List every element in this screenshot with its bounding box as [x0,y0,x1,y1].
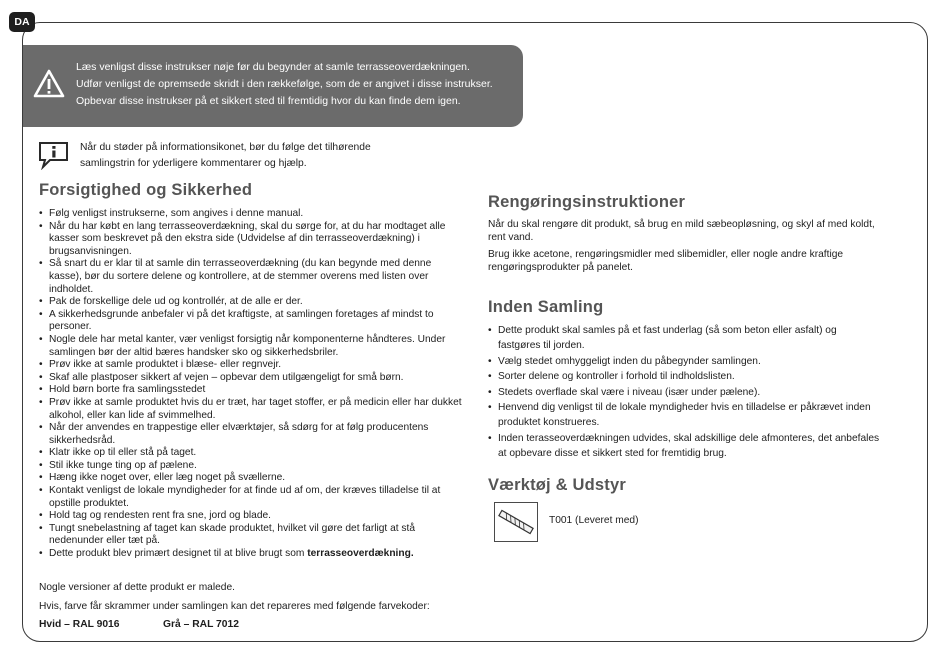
painted-note: Nogle versioner af dette produkt er malede. [39,582,235,593]
safety-list [39,208,464,561]
list-item: • Prøv ikke at samle produktet hvis du er træt, har taget stoffer, er på medicin eller har dukket alkohol, eller kan lide af svimmelhed. [39,397,464,422]
before-assembly-heading: Inden Samling [488,298,604,316]
tools-heading: Værktøj & Udstyr [488,476,626,494]
list-item: • Når der anvendes en trappestige eller elværktøjer, så sdørg for at følg producentens sikkerhedsråd. [39,422,464,447]
list-item: • Så snart du er klar til at samle din terrasseoverdækning (du kan begynde med denne kasse), bør du sortere delene og kontrollere, at de stemmer overens med listen over indholdet. [39,258,464,296]
cleaning-paragraph-2: Brug ikke acetone, rengøringsmidler med slibemidler, eller nogle andre kraftige rengøringsprodukter på panelet. [488,249,844,273]
list-item: • Inden terasseoverdækningen udvides, skal adskillige dele afmonteres, det anbefales at opbevare disse et sikkert sted for fremtidig brug. [488,431,880,462]
list-item: • Henvend dig venligst til de lokale myndigheder hvis en tilladelse er påkrævet inden produktet konstrueres. [488,400,880,431]
list-item: • Vælg stedet omhyggeligt inden du påbegynder samlingen. [488,354,880,369]
painted-repair-note: Hvis, farve får skrammer under samlingen kan det repareres med følgende farvekoder: [39,601,430,612]
drill-bit-icon [495,503,537,541]
warning-line-2: Udfør venligst de opremsede skridt i den rækkefølge, som de er angivet i disse instrukser. [76,78,493,90]
list-item: • Pak de forskellige dele ud og kontrollér, at de alle er der. [39,296,464,309]
list-item: • A sikkerhedsgrunde anbefaler vi på det kraftigste, at samlingen foretages af mindst to personer. [39,309,464,334]
before-assembly-list [488,323,880,462]
warning-line-3: Opbevar disse instrukser på et sikkert sted til fremtidig hvor du kan finde dem igen. [76,95,461,107]
list-item: • Følg venligst instrukserne, som angives i denne manual. [39,208,464,221]
list-item: • Dette produkt skal samles på et fast underlag (så som beton eller asfalt) og fastgøres til jorden. [488,323,880,354]
cleaning-heading: Rengøringsinstruktioner [488,193,686,211]
list-item: • Tungt snebelastning af taget kan skade produktet, hvilket vil gøre det farligt at stå nedenunder eller tæt på. [39,523,464,548]
list-item: • Hold tag og rendesten rent fra sne, jord og blade. [39,510,464,523]
list-item: • Når du har købt en lang terrasseoverdækning, skal du sørge for, at du har modtaget alle kasser som beskrevet på den ekstra side (Udvidelse af din terrasseoverdækning) i brugsanvisningen. [39,221,464,259]
warning-triangle-icon [33,69,65,99]
tool-label: T001 (Leveret med) [549,515,639,526]
list-item [39,548,464,561]
color-code-grey: Grå – RAL 7012 [163,619,239,630]
cleaning-paragraph-1: Når du skal rengøre dit produkt, så brug en mild sæbeopløsning, og skyl af med koldt, rent vand. [488,219,875,243]
info-icon [37,140,71,170]
list-item: • Klatr ikke op til eller stå på taget. [39,447,464,460]
last-item-text: Dette produkt blev primært designet til at blive brugt som [49,548,308,560]
list-item: • Nogle dele har metal kanter, vær venligst forsigtig når komponenterne håndteres. Under samlingen bør der altid bæres handsker sko og sikkerhedsbriler. [39,334,464,359]
last-item-bold: terrasseoverdækning. [307,548,414,560]
list-item: • Skaf alle plastposer sikkert af vejen – opbevar dem utilgængeligt for små børn. [39,372,464,385]
info-line-1: Når du støder på informationsikonet, bør du følge det tilhørende [80,142,371,153]
color-code-white: Hvid – RAL 9016 [39,619,120,630]
warning-line-1: Læs venligst disse instrukser nøje før du begynder at samle terrasseoverdækningen. [76,61,470,73]
info-line-2: samlingstrin for yderligere kommentarer og hjælp. [80,157,307,169]
warning-banner [23,45,523,127]
list-item: • Hold børn borte fra samlingsstedet [39,384,464,397]
list-item: • Hæng ikke noget over, eller læg noget på svællerne. [39,472,464,485]
list-item: • Kontakt venligst de lokale myndigheder for at finde ud af om, der kræves tilladelse til at opstille produktet. [39,485,464,510]
color-codes [39,619,239,630]
list-item: • Prøv ikke at samle produktet i blæse- eller regnvejr. [39,359,464,372]
language-badge: DA [9,12,35,32]
list-item: • Stil ikke tunge ting op af pælene. [39,460,464,473]
list-item: • Stedets overflade skal være i niveau (især under pælene). [488,385,880,400]
safety-heading: Forsigtighed og Sikkerhed [39,181,253,199]
tool-thumbnail [494,502,538,542]
list-item: • Sorter delene og kontroller i forhold til indholdslisten. [488,369,880,384]
